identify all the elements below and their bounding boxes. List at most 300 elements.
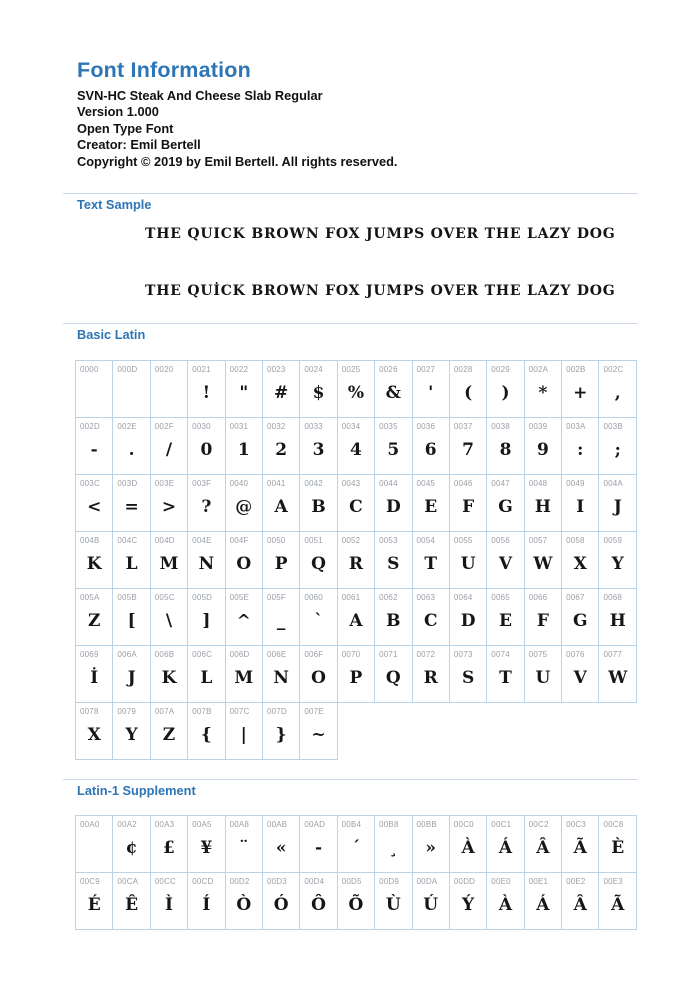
- char-code-label: 0061: [341, 593, 361, 603]
- char-glyph: Ã: [573, 838, 587, 859]
- char-glyph: C: [349, 497, 363, 518]
- char-cell: [412, 532, 449, 589]
- char-glyph: {: [200, 725, 212, 746]
- char-cell: [188, 475, 225, 532]
- char-cell: [487, 589, 524, 646]
- char-glyph: :: [577, 440, 584, 461]
- char-glyph: ¸: [389, 838, 398, 859]
- char-glyph: =: [124, 497, 139, 518]
- section-divider: [63, 779, 638, 780]
- char-table-basic-latin: [75, 360, 637, 760]
- char-cell: [113, 361, 150, 418]
- char-glyph: P: [274, 554, 288, 575]
- char-code-label: 0021: [192, 365, 211, 375]
- char-code-label: 00C0: [453, 820, 474, 830]
- char-cell: [375, 646, 412, 703]
- char-glyph: 9: [536, 440, 549, 461]
- char-glyph: Q: [385, 668, 401, 689]
- char-glyph: F: [536, 611, 549, 632]
- char-code-label: 00B8: [379, 820, 399, 830]
- char-cell: [262, 873, 299, 930]
- char-cell: [562, 361, 599, 418]
- char-cell: [375, 873, 412, 930]
- char-glyph: ¨: [239, 838, 248, 859]
- char-code-label: 00E3: [603, 877, 623, 887]
- char-glyph: İ: [90, 668, 99, 689]
- char-cell: [262, 646, 299, 703]
- char-cell: [225, 873, 262, 930]
- char-glyph: 4: [350, 440, 362, 461]
- section-heading-text-sample: Text Sample: [77, 197, 152, 213]
- char-code-label: 006E: [266, 650, 287, 660]
- char-row: [76, 646, 637, 703]
- char-code-label: 00BB: [416, 820, 437, 830]
- char-glyph: ]: [202, 611, 211, 632]
- char-code-label: 0028: [453, 365, 473, 375]
- char-code-label: 0068: [603, 593, 623, 603]
- char-cell: [76, 646, 113, 703]
- char-code-label: 0030: [192, 422, 211, 432]
- char-code-label: 0078: [80, 707, 99, 717]
- char-glyph: Y: [611, 554, 624, 575]
- char-cell: [300, 703, 337, 760]
- char-cell: [188, 418, 225, 475]
- char-glyph: >: [161, 497, 177, 518]
- char-code-label: 0022: [229, 365, 249, 375]
- section-divider: [63, 193, 638, 194]
- char-code-label: 0064: [453, 593, 473, 603]
- char-code-label: 00D3: [266, 877, 287, 887]
- char-glyph: Ã: [611, 895, 625, 916]
- char-cell: [449, 475, 486, 532]
- char-code-label: 004C: [117, 536, 138, 546]
- char-glyph: -: [90, 440, 98, 461]
- char-code-label: 0041: [266, 479, 286, 489]
- char-cell: [150, 589, 187, 646]
- char-cell: [150, 646, 187, 703]
- char-cell: [599, 873, 637, 930]
- char-code-label: 0072: [416, 650, 436, 660]
- char-cell: [599, 646, 637, 703]
- char-glyph: .: [128, 440, 135, 461]
- char-code-label: 00E0: [491, 877, 511, 887]
- char-code-label: 003A: [566, 422, 586, 432]
- char-code-label: 0033: [304, 422, 323, 432]
- char-glyph: Ó: [273, 895, 289, 916]
- char-code-label: 0027: [416, 365, 436, 375]
- char-glyph: ": [239, 383, 249, 404]
- char-glyph: \: [165, 611, 173, 632]
- char-cell: [449, 418, 486, 475]
- char-glyph: -: [315, 838, 323, 859]
- char-code-label: 0032: [266, 422, 286, 432]
- char-cell: [412, 475, 449, 532]
- char-code-label: 00D4: [304, 877, 325, 887]
- char-cell: [150, 532, 187, 589]
- char-glyph: S: [461, 668, 475, 689]
- char-cell: [300, 418, 337, 475]
- char-code-label: 002F: [154, 422, 174, 432]
- char-glyph: G: [498, 497, 513, 518]
- char-code-label: 004E: [192, 536, 212, 546]
- char-cell: [449, 532, 486, 589]
- char-table-latin1-supplement: [75, 815, 637, 930]
- char-glyph: ': [428, 383, 434, 404]
- char-code-label: 004B: [80, 536, 100, 546]
- char-code-label: 0055: [453, 536, 473, 546]
- section-heading-latin1-supplement: Latin-1 Supplement: [77, 783, 196, 799]
- char-row: [76, 873, 637, 930]
- char-code-label: 0065: [491, 593, 510, 603]
- char-glyph: <: [87, 497, 102, 518]
- char-glyph: [: [127, 611, 136, 632]
- char-glyph: O: [311, 668, 326, 689]
- char-code-label: 00C1: [491, 820, 512, 830]
- char-code-label: 0045: [416, 479, 436, 489]
- char-glyph: 7: [462, 440, 475, 461]
- char-code-label: 004F: [229, 536, 249, 546]
- char-code-label: 006B: [154, 650, 175, 660]
- char-cell: [113, 532, 150, 589]
- char-glyph: «: [275, 838, 287, 859]
- char-glyph: &: [385, 383, 401, 404]
- char-code-label: 006F: [304, 650, 324, 660]
- char-cell: [188, 361, 225, 418]
- char-cell: [225, 475, 262, 532]
- char-glyph: @: [235, 497, 253, 518]
- char-glyph: À: [498, 895, 513, 916]
- char-code-label: 0063: [416, 593, 436, 603]
- char-code-label: 0053: [379, 536, 398, 546]
- char-code-label: 004D: [154, 536, 175, 546]
- char-code-label: 0043: [341, 479, 361, 489]
- char-cell: [76, 532, 113, 589]
- char-code-label: 0042: [304, 479, 323, 489]
- char-glyph: ¥: [200, 838, 213, 859]
- char-code-label: 00A8: [229, 820, 250, 830]
- char-code-label: 0057: [528, 536, 548, 546]
- char-cell: [375, 361, 412, 418]
- char-glyph: G: [573, 611, 588, 632]
- char-cell: [262, 589, 299, 646]
- char-cell: [562, 589, 599, 646]
- char-glyph: ,: [614, 383, 621, 404]
- char-code-label: 005D: [192, 593, 213, 603]
- char-code-label: 003E: [154, 479, 175, 489]
- char-glyph: B: [311, 497, 326, 518]
- char-code-label: 007E: [304, 707, 324, 717]
- char-glyph: W: [608, 668, 628, 689]
- char-glyph: W: [533, 554, 553, 575]
- char-glyph: T: [424, 554, 438, 575]
- char-glyph: J: [613, 497, 622, 518]
- char-glyph: !: [202, 383, 211, 404]
- char-cell: [113, 873, 150, 930]
- char-glyph: ;: [614, 440, 621, 461]
- char-code-label: 005B: [117, 593, 137, 603]
- font-copyright: Copyright © 2019 by Emil Bertell. All rights reserved.: [77, 153, 398, 169]
- char-code-label: 0044: [379, 479, 398, 489]
- char-glyph: A: [349, 611, 363, 632]
- char-cell: [524, 418, 561, 475]
- char-glyph: (: [464, 383, 473, 404]
- char-cell: [150, 361, 187, 418]
- char-cell: [375, 532, 412, 589]
- char-code-label: 00D2: [229, 877, 250, 887]
- char-cell: [76, 475, 113, 532]
- char-cell: [300, 873, 337, 930]
- char-glyph: U: [535, 668, 551, 689]
- char-cell: [262, 361, 299, 418]
- char-code-label: 005A: [80, 593, 100, 603]
- char-code-label: 0048: [528, 479, 548, 489]
- char-cell: [150, 816, 187, 873]
- char-glyph: Ò: [236, 895, 252, 916]
- char-cell: [150, 873, 187, 930]
- char-cell: [76, 418, 113, 475]
- font-version: Version 1.000: [77, 104, 159, 120]
- char-cell: [524, 646, 561, 703]
- char-code-label: 00AB: [266, 820, 288, 830]
- char-code-label: 00A5: [192, 820, 212, 830]
- char-cell: [487, 361, 524, 418]
- char-code-label: 003F: [192, 479, 212, 489]
- char-glyph: ¢: [125, 838, 138, 859]
- char-cell: [337, 475, 374, 532]
- char-cell: [225, 418, 262, 475]
- char-code-label: 0079: [117, 707, 136, 717]
- text-sample-line-1: THE QUICK BROWN FOX JUMPS OVER THE LAZY DOG: [145, 226, 616, 243]
- char-cell: [412, 418, 449, 475]
- char-glyph: M: [234, 668, 254, 689]
- char-cell: [524, 361, 561, 418]
- section-heading-basic-latin: Basic Latin: [77, 327, 146, 343]
- char-code-label: 0056: [491, 536, 510, 546]
- char-glyph: H: [534, 497, 551, 518]
- char-glyph: 5: [387, 440, 400, 461]
- char-cell: [487, 873, 524, 930]
- char-cell: [300, 475, 337, 532]
- font-type: Open Type Font: [77, 120, 174, 136]
- char-glyph: +: [573, 383, 588, 404]
- char-cell: [487, 418, 524, 475]
- text-sample-line-2: THE QUİCK BROWN FOX JUMPS OVER THE LAZY DOG: [145, 283, 616, 300]
- char-code-label: 0026: [379, 365, 398, 375]
- char-code-label: 0070: [341, 650, 361, 660]
- char-cell: [599, 816, 637, 873]
- char-glyph: »: [425, 838, 437, 859]
- char-code-label: 00D5: [341, 877, 362, 887]
- char-cell: [113, 475, 150, 532]
- font-name: SVN-HC Steak And Cheese Slab Regular: [77, 88, 323, 103]
- char-cell: [76, 816, 113, 873]
- char-glyph: C: [423, 611, 438, 632]
- char-code-label: 002E: [117, 422, 137, 432]
- char-row: [76, 475, 637, 532]
- char-cell: [337, 873, 374, 930]
- char-code-label: 0039: [528, 422, 548, 432]
- char-cell: [449, 646, 486, 703]
- char-code-label: 002D: [80, 422, 100, 432]
- char-cell: [76, 703, 113, 760]
- char-glyph: B: [386, 611, 401, 632]
- char-code-label: 00DA: [416, 877, 438, 887]
- char-code-label: 0062: [379, 593, 398, 603]
- char-cell: [562, 418, 599, 475]
- char-code-label: 0059: [603, 536, 623, 546]
- char-code-label: 0052: [341, 536, 361, 546]
- char-cell: [599, 361, 637, 418]
- char-cell: [524, 475, 561, 532]
- char-code-label: 0073: [453, 650, 473, 660]
- char-cell: [225, 816, 262, 873]
- char-glyph: $: [312, 383, 325, 404]
- char-row: [76, 361, 637, 418]
- char-cell: [487, 475, 524, 532]
- char-glyph: H: [609, 611, 626, 632]
- char-code-label: 0058: [566, 536, 585, 546]
- char-glyph: £: [163, 838, 175, 859]
- char-cell: [262, 418, 299, 475]
- char-cell: [412, 816, 449, 873]
- char-cell: [262, 475, 299, 532]
- char-code-label: 006D: [229, 650, 250, 660]
- char-cell: [599, 418, 637, 475]
- char-cell: [562, 646, 599, 703]
- char-cell: [412, 589, 449, 646]
- char-cell: [300, 589, 337, 646]
- char-cell: [487, 532, 524, 589]
- char-cell: [337, 418, 374, 475]
- char-cell: [225, 361, 262, 418]
- char-code-label: 003B: [603, 422, 623, 432]
- char-cell: [262, 703, 299, 760]
- char-cell: [375, 589, 412, 646]
- char-glyph: Y: [125, 725, 138, 746]
- char-code-label: 00C3: [566, 820, 587, 830]
- char-cell: [225, 703, 262, 760]
- page-title: Font Information: [77, 58, 251, 82]
- char-cell: [188, 703, 225, 760]
- char-row: [76, 532, 637, 589]
- char-glyph: Q: [311, 554, 326, 575]
- char-glyph: S: [387, 554, 400, 575]
- char-code-label: 00C2: [528, 820, 549, 830]
- char-code-label: 0031: [229, 422, 249, 432]
- char-cell: [599, 589, 637, 646]
- char-glyph: U: [460, 554, 476, 575]
- char-code-label: 0077: [603, 650, 623, 660]
- char-code-label: 00CD: [192, 877, 214, 887]
- char-row: [76, 418, 637, 475]
- char-cell: [188, 816, 225, 873]
- char-code-label: 006A: [117, 650, 137, 660]
- char-code-label: 007B: [192, 707, 212, 717]
- char-glyph: D: [385, 497, 401, 518]
- char-code-label: 006C: [192, 650, 213, 660]
- char-glyph: J: [127, 668, 136, 689]
- char-cell: [487, 646, 524, 703]
- char-cell: [188, 532, 225, 589]
- char-row: [76, 816, 637, 873]
- char-code-label: 0034: [341, 422, 361, 432]
- char-cell: [449, 873, 486, 930]
- char-glyph: R: [423, 668, 438, 689]
- char-glyph: 8: [499, 440, 512, 461]
- char-cell: [113, 703, 150, 760]
- char-code-label: 0038: [491, 422, 510, 432]
- char-glyph: /: [165, 440, 173, 461]
- char-cell: [113, 589, 150, 646]
- char-glyph: É: [87, 895, 101, 916]
- char-glyph: À: [461, 838, 475, 859]
- char-cell: [300, 532, 337, 589]
- char-code-label: 0035: [379, 422, 398, 432]
- char-code-label: 00C8: [603, 820, 624, 830]
- char-cell: [188, 589, 225, 646]
- char-code-label: 003D: [117, 479, 138, 489]
- char-glyph: Á: [498, 838, 513, 859]
- char-glyph: Ô: [311, 895, 326, 916]
- char-code-label: 0051: [304, 536, 323, 546]
- char-row: [76, 703, 637, 760]
- char-code-label: 0075: [528, 650, 548, 660]
- section-divider: [63, 323, 638, 324]
- char-cell: [375, 816, 412, 873]
- char-cell: [300, 816, 337, 873]
- char-code-label: 00AD: [304, 820, 326, 830]
- char-glyph: 1: [237, 440, 250, 461]
- char-cell: [113, 816, 150, 873]
- char-glyph: I: [576, 497, 585, 518]
- char-glyph: Ê: [125, 895, 139, 916]
- char-cell: [599, 475, 637, 532]
- char-cell: [76, 589, 113, 646]
- char-cell: [76, 361, 113, 418]
- char-glyph: 2: [275, 440, 288, 461]
- char-cell: [188, 646, 225, 703]
- char-glyph: A: [274, 497, 288, 518]
- char-code-label: 0060: [304, 593, 323, 603]
- char-glyph: ^: [236, 611, 251, 632]
- char-cell: [562, 532, 599, 589]
- char-glyph: È: [611, 838, 625, 859]
- char-code-label: 0000: [80, 365, 99, 375]
- char-code-label: 0054: [416, 536, 436, 546]
- char-cell: [113, 646, 150, 703]
- char-cell: [300, 361, 337, 418]
- char-glyph: K: [86, 554, 102, 575]
- char-cell: [337, 532, 374, 589]
- char-code-label: 0050: [266, 536, 286, 546]
- char-cell: [262, 816, 299, 873]
- char-cell: [225, 532, 262, 589]
- char-code-label: 007D: [266, 707, 287, 717]
- char-cell: [225, 589, 262, 646]
- char-glyph: V: [498, 554, 513, 575]
- char-code-label: 0071: [379, 650, 398, 660]
- char-code-label: 00DD: [453, 877, 476, 887]
- char-code-label: 00B4: [341, 820, 362, 830]
- char-row: [76, 589, 637, 646]
- document-page: [77, 0, 638, 930]
- char-code-label: 002B: [566, 365, 586, 375]
- char-code-label: 0076: [566, 650, 585, 660]
- char-glyph: N: [198, 554, 215, 575]
- char-glyph: Â: [536, 838, 550, 859]
- char-cell: [150, 418, 187, 475]
- char-cell: [262, 532, 299, 589]
